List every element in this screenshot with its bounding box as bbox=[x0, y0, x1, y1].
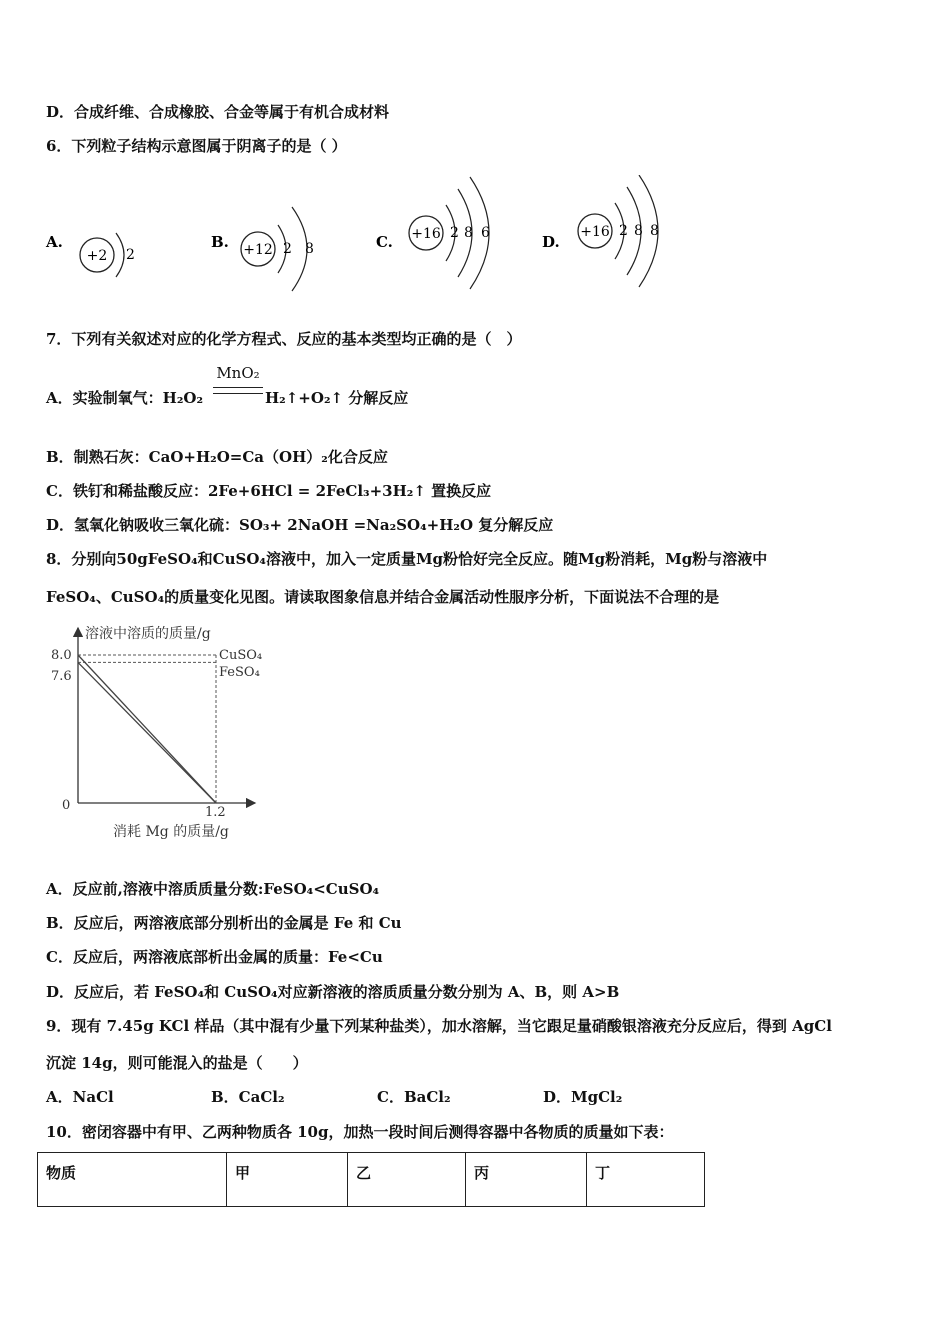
q7a-catalyst: MnO₂ bbox=[216, 364, 260, 382]
table-header-cell: 乙 bbox=[348, 1153, 466, 1207]
q9-option-a: A．NaCl bbox=[46, 1088, 114, 1106]
q8-option-b: B．反应后，两溶液底部分别析出的金属是 Fe 和 Cu bbox=[46, 914, 402, 932]
q10-stem: 10．密闭容器中有甲、乙两种物质各 10g，加热一段时间后测得容器中各物质的质量如下表： bbox=[46, 1123, 674, 1141]
q8-option-d: D．反应后，若 FeSO₄和 CuSO₄对应新溶液的溶质质量分数分别为 A、B，则 A>B bbox=[46, 983, 620, 1001]
table-header-cell: 甲 bbox=[227, 1153, 348, 1207]
shell-c-3: 6 bbox=[481, 225, 490, 241]
q8-option-a: A．反应前,溶液中溶质质量分数:FeSO₄<CuSO₄ bbox=[46, 880, 380, 898]
x-axis-label: 消耗 Mg 的质量/g bbox=[113, 824, 229, 840]
table-row bbox=[38, 1153, 705, 1207]
q7a-products: H₂↑+O₂↑ 分解反应 bbox=[265, 389, 409, 407]
q7-option-d: D．氢氧化钠吸收三氧化硫：SO₃+ 2NaOH =Na₂SO₄+H₂O 复分解反应 bbox=[46, 516, 554, 534]
q10-table bbox=[37, 1152, 705, 1207]
option-c-label: C. bbox=[376, 233, 393, 251]
table-header-cell: 丙 bbox=[466, 1153, 587, 1207]
q7-option-c: C．铁钉和稀盐酸反应：2Fe+6HCl = 2FeCl₃+3H₂↑ 置换反应 bbox=[46, 482, 492, 500]
q7-option-b: B．制熟石灰：CaO+H₂O=Ca（OH）₂化合反应 bbox=[46, 448, 388, 466]
shell-b-1: 2 bbox=[283, 241, 292, 257]
option-b-label: B. bbox=[211, 233, 229, 251]
shell-d-1: 2 bbox=[619, 223, 628, 239]
legend-cuso4: CuSO₄ bbox=[219, 648, 263, 663]
q8-stem-line1: 8．分别向50gFeSO₄和CuSO₄溶液中，加入一定质量Mg粉恰好完全反应。随Mg粉消耗，Mg粉与溶液中 bbox=[46, 550, 768, 568]
origin-label: 0 bbox=[62, 798, 71, 813]
shell-b-2: 8 bbox=[305, 241, 314, 257]
q6-stem: 6．下列粒子结构示意图属于阴离子的是（ ） bbox=[46, 137, 347, 155]
q7a-equals-sign bbox=[213, 387, 263, 394]
q7-option-a bbox=[46, 388, 203, 408]
x-tick-1-2: 1.2 bbox=[205, 805, 226, 820]
legend-feso4: FeSO₄ bbox=[219, 665, 260, 680]
table-header-cell: 物质 bbox=[38, 1153, 227, 1207]
q8-option-c: C．反应后，两溶液底部析出金属的质量：Fe<Cu bbox=[46, 948, 383, 966]
q9-option-b: B．CaCl₂ bbox=[211, 1088, 285, 1106]
y-tick-8-0: 8.0 bbox=[51, 648, 72, 663]
table-header-cell: 丁 bbox=[587, 1153, 705, 1207]
series-line-feso4 bbox=[78, 662, 216, 803]
y-tick-7-6: 7.6 bbox=[51, 669, 72, 684]
q9-option-c: C．BaCl₂ bbox=[377, 1088, 451, 1106]
q9-stem-line1: 9．现有 7.45g KCl 样品（其中混有少量下列某种盐类），加水溶解，当它跟足量硝酸银溶液充分反应后，得到 AgCl bbox=[46, 1017, 832, 1035]
shell-c-1: 2 bbox=[450, 225, 459, 241]
series-line-cuso4 bbox=[78, 655, 216, 803]
q5-option-d: D．合成纤维、合成橡胶、合金等属于有机合成材料 bbox=[46, 103, 390, 121]
q7a-reactant: H₂O₂ bbox=[162, 389, 204, 407]
q9-option-d: D．MgCl₂ bbox=[543, 1088, 623, 1106]
chart-title: 溶液中溶质的质量/g bbox=[85, 626, 211, 642]
option-d-label: D. bbox=[542, 233, 560, 251]
shell-c-2: 8 bbox=[464, 225, 473, 241]
nucleus-b-charge: +12 bbox=[243, 242, 273, 258]
shell-arc bbox=[116, 233, 124, 277]
shell-d-2: 8 bbox=[634, 223, 643, 239]
q8-stem-line2: FeSO₄、CuSO₄的质量变化见图。请读取图象信息并结合金属活动性服序分析，下面说法不合理的是 bbox=[46, 588, 720, 606]
option-a-label: A. bbox=[46, 233, 63, 251]
q6-atom-diagrams bbox=[40, 175, 740, 295]
nucleus-a-charge: +2 bbox=[86, 248, 108, 264]
q9-stem-line2: 沉淀 14g，则可能混入的盐是（ ） bbox=[46, 1054, 308, 1072]
nucleus-c-charge: +16 bbox=[411, 226, 441, 242]
q8-chart bbox=[45, 620, 295, 850]
nucleus-d-charge: +16 bbox=[580, 224, 610, 240]
shell-d-3: 8 bbox=[650, 223, 659, 239]
q7a-prefix: A．实验制氧气： bbox=[46, 389, 163, 407]
q7-stem: 7．下列有关叙述对应的化学方程式、反应的基本类型均正确的是（ ） bbox=[46, 330, 522, 348]
shell-a-1: 2 bbox=[126, 247, 135, 263]
